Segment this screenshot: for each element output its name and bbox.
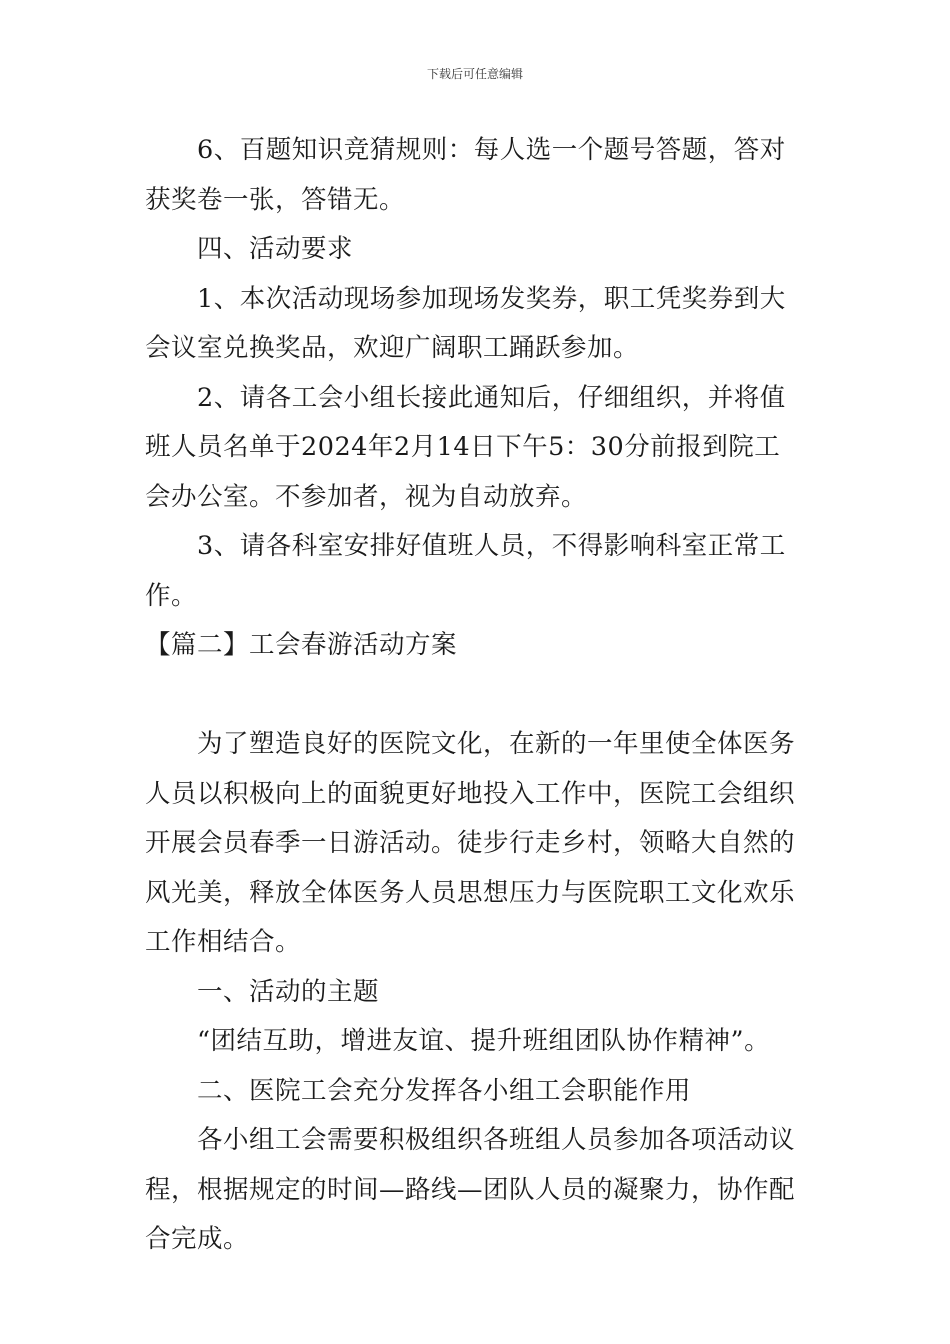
paragraph-quiz-rules: 6、百题知识竞猜规则：每人选一个题号答题，答对获奖卷一张，答错无。 (145, 135, 786, 215)
section-heading-requirements: 四、活动要求 (197, 234, 354, 264)
page-header-note: 下载后可任意编辑 (426, 67, 523, 81)
paragraph-requirement-1: 1、本次活动现场参加现场发奖券，职工凭奖券到大会议室兑换奖品，欢迎广阔职工踊跃参加。 (145, 283, 786, 363)
paragraph-introduction: 为了塑造良好的医院文化，在新的一年里使全体医务人员以积极向上的面貌更好地投入工作中，医院工会组织开展会员春季一日游活动。徒步行走乡村，领略大自然的风光美，释放全体医务人员思想压力与医院职工文化欢乐工作相结合。 (145, 729, 796, 957)
section-title-part-two: 【篇二】工会春游活动方案 (145, 630, 458, 660)
paragraph-requirement-3: 3、请各科室安排好值班人员，不得影响科室正常工作。 (145, 531, 786, 611)
paragraph-theme-slogan: “团结互助，增进友谊、提升班组团队协作精神”。 (197, 1026, 771, 1056)
blank-line (145, 671, 805, 721)
paragraph-requirement-2: 2、请各工会小组长接此通知后，仔细组织，并将值班人员名单于2024年2月14日下午5：30分前报到院工会办公室。不参加者，视为自动放弃。 (145, 382, 786, 512)
paragraph-union-role: 各小组工会需要积极组织各班组人员参加各项活动议程，根据规定的时间—路线—团队人员的凝聚力，协作配合完成。 (145, 1125, 796, 1254)
section-heading-union-role: 二、医院工会充分发挥各小组工会职能作用 (197, 1075, 692, 1106)
document-body (145, 126, 805, 1265)
section-heading-theme: 一、活动的主题 (197, 976, 380, 1007)
